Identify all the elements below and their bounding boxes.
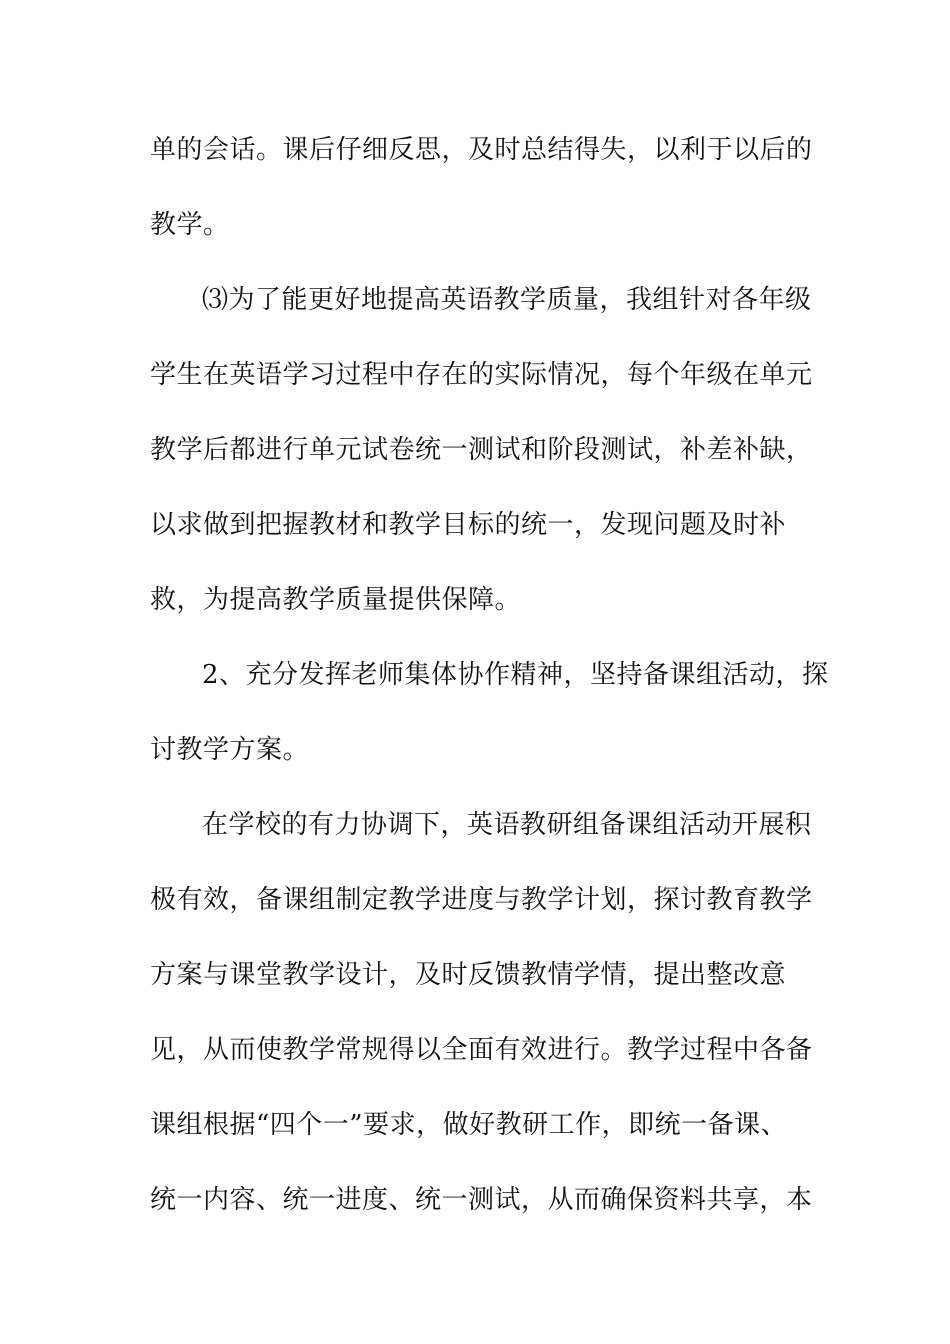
text-line: 单的会话。课后仔细反思，及时总结得失，以利于以后的 bbox=[150, 135, 813, 165]
text-line: 教学。 bbox=[150, 210, 230, 240]
text-line: 极有效，备课组制定教学进度与教学计划，探讨教育教学 bbox=[150, 885, 813, 915]
text-line: 在学校的有力协调下，英语教研组备课组活动开展积 bbox=[202, 810, 812, 840]
text-line: 教学后都进行单元试卷统一测试和阶段测试，补差补缺， bbox=[150, 435, 813, 465]
text-line: 见，从而使教学常规得以全面有效进行。教学过程中各备 bbox=[150, 1035, 813, 1065]
text-line: 课组根据“四个一”要求，做好教研工作，即统一备课、 bbox=[150, 1110, 788, 1140]
text-line: 学生在英语学习过程中存在的实际情况，每个年级在单元 bbox=[150, 360, 813, 390]
text-line: ⑶为了能更好地提高英语教学质量，我组针对各年级 bbox=[202, 285, 812, 315]
text-line: 方案与课堂教学设计，及时反馈教情学情，提出整改意 bbox=[150, 960, 787, 990]
text-line: 以求做到把握教材和教学目标的统一，发现问题及时补 bbox=[150, 510, 787, 540]
text-line: 讨教学方案。 bbox=[150, 735, 310, 765]
text-line: 2、充分发挥老师集体协作精神，坚持备课组活动，探 bbox=[202, 660, 829, 690]
text-line: 统一内容、统一进度、统一测试，从而确保资料共享，本 bbox=[150, 1185, 813, 1215]
text-line: 救，为提高教学质量提供保障。 bbox=[150, 585, 522, 615]
